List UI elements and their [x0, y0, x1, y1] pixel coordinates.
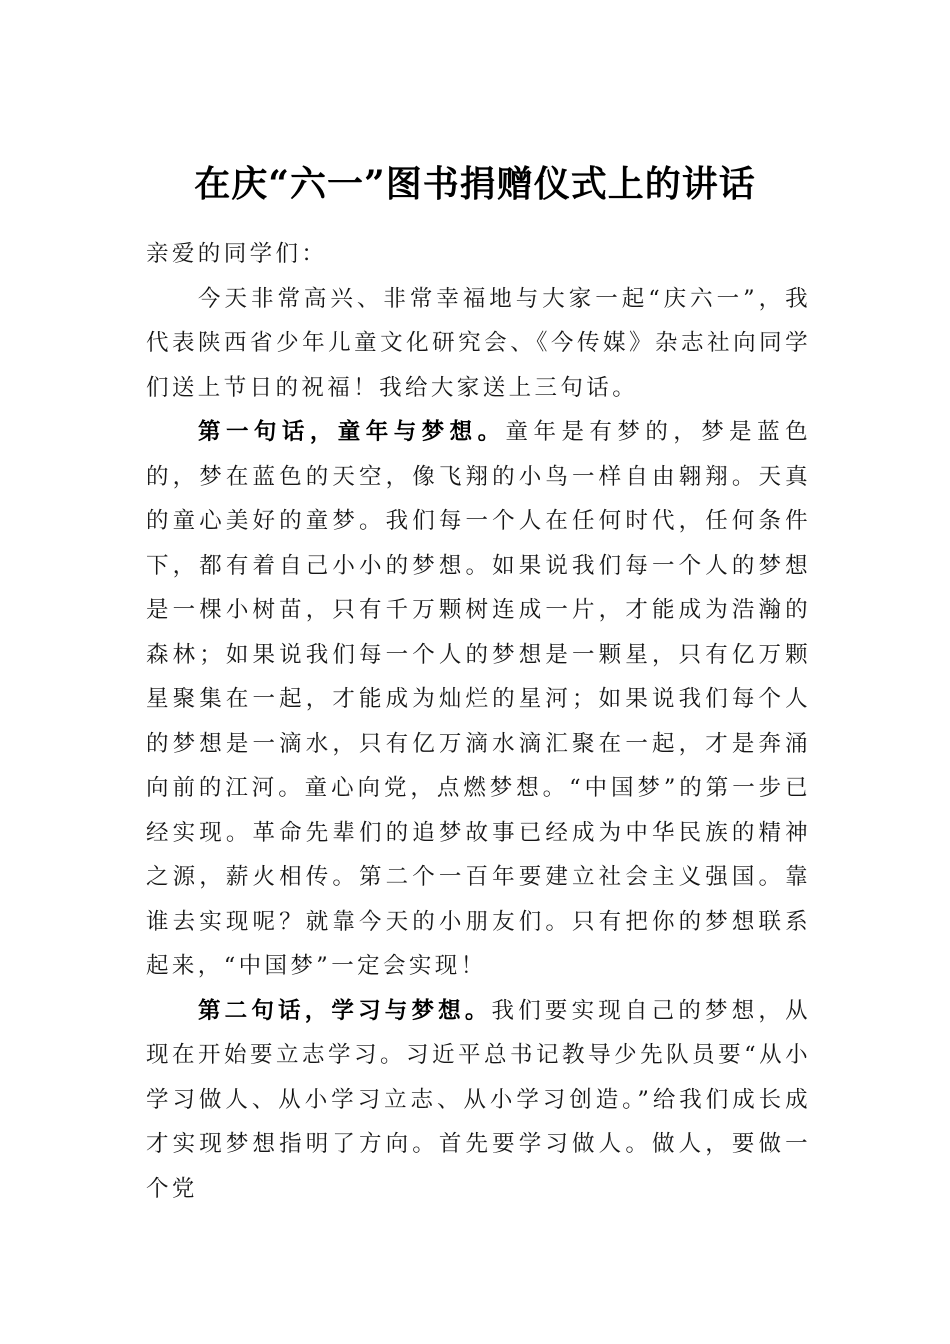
paragraph-text: 童年是有梦的，梦是蓝色的，梦在蓝色的天空，像飞翔的小鸟一样自由翱翔。天真的童心美好的童梦。我们每一个人在任何时代，任何条件下，都有着自己小小的梦想。如果说我们每一个人的梦想是一棵小树苗，只有千万颗树连成一片，才能成为浩瀚的森林；如果说我们每一个人的梦想是一颗星，只有亿万颗星聚集在一起，才能成为灿烂的星河；如果说我们每个人的梦想是一滴水，只有亿万滴水滴汇聚在一起，才是奔涌向前的江河。童心向党，点燃梦想。“中国梦”的第一步已经实现。革命先辈们的追梦故事已经成为中华民族的精神之源，薪火相传。第二个一百年要建立社会主义强国。靠谁去实现呢？就靠今天的小朋友们。只有把你的梦想联系起来，“中国梦”一定会实现！ — [146, 419, 811, 979]
paragraph-lead: 第一句话，童年与梦想。 — [198, 419, 506, 445]
paragraph-intro — [146, 277, 811, 411]
document-title: 在庆“六一”图书捐赠仪式上的讲话 — [194, 163, 756, 205]
paragraph-second-point — [146, 989, 811, 1212]
paragraph-lead: 第二句话，学习与梦想。 — [198, 997, 492, 1024]
salutation: 亲爱的同学们： — [146, 241, 328, 267]
paragraph-text: 今天非常高兴、非常幸福地与大家一起“庆六一”，我代表陕西省少年儿童文化研究会、《今传媒》杂志社向同学们送上节日的祝福！我给大家送上三句话。 — [146, 285, 811, 401]
document-body — [146, 232, 811, 1211]
paragraph-first-point — [146, 410, 811, 989]
paragraph-text: 我们要实现自己的梦想，从现在开始要立志学习。习近平总书记教导少先队员要“从小学习做人、从小学习立志、从小学习创造。”给我们成长成才实现梦想指明了方向。首先要学习做人。做人，要做一个党 — [146, 997, 811, 1202]
